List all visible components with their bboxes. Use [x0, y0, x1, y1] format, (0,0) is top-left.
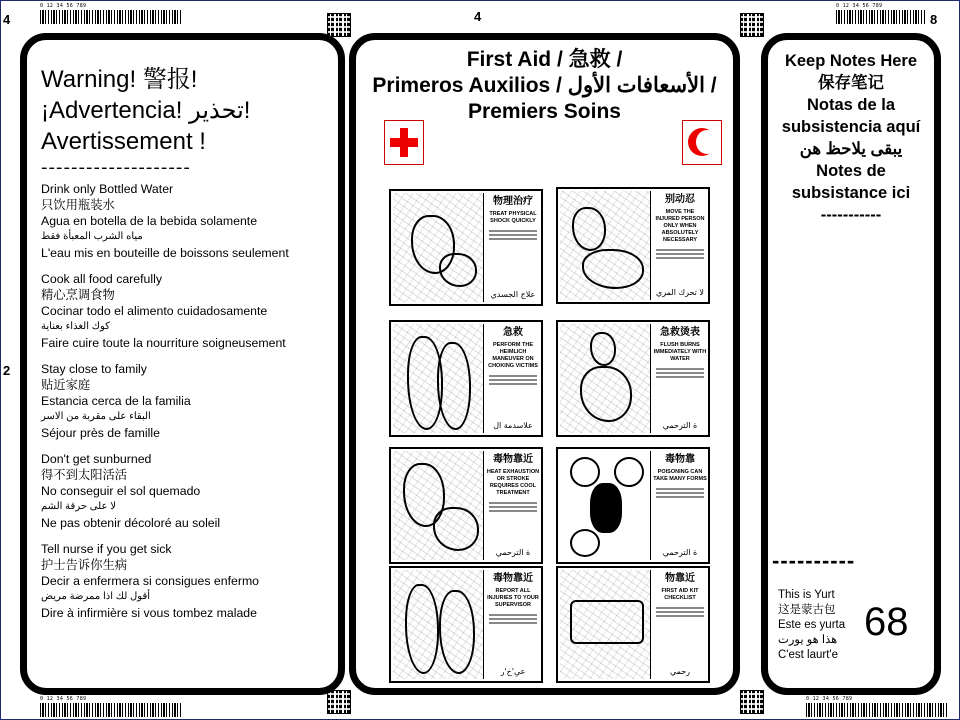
barcode-top-right: [836, 4, 926, 26]
line-es: No conseguir el sol quemado: [41, 484, 201, 498]
card-title-zh: 毒物靠近: [493, 454, 533, 465]
notes-title-line-7: subsistance ici: [791, 184, 911, 202]
illustration-image: [560, 570, 651, 679]
line-ar: مياه الشرب المعبأة فقط: [41, 231, 143, 242]
page-number-top-right: 8: [930, 12, 938, 27]
warning-content: [41, 64, 341, 631]
line-es: Estancia cerca de la familia: [41, 394, 191, 408]
card-title-ar: ة الترحمي: [662, 548, 698, 557]
card-title-zh: 毒物靠近: [493, 573, 533, 584]
first-aid-card-choking: [389, 320, 543, 437]
barcode-digits: 0 12 34 56 789: [40, 3, 87, 9]
red-cross-icon: [384, 120, 424, 165]
line-fr: Ne pas obtenir décoloré au soleil: [41, 516, 221, 530]
illustration-image: [393, 570, 484, 679]
line-ar: أقول لك اذا ممرضة مريض: [41, 591, 151, 602]
line-ar: البقاء على مقربة من الاسر: [41, 411, 151, 422]
notes-title-line-4: subsistencia aquí: [781, 118, 921, 136]
first-aid-title: [354, 47, 735, 125]
qr-code-top-left: [327, 13, 351, 37]
line-fr: L'eau mis en bouteille de boissons seulement: [41, 246, 289, 260]
barcode-top-left: [40, 4, 182, 26]
warning-separator: --------------------: [41, 157, 191, 178]
notes-title-line-1: Keep Notes Here: [784, 52, 918, 70]
first-aid-card-kit: [556, 566, 710, 683]
barcode-bottom-left: [40, 697, 182, 719]
barcode-digits: 0 12 34 56 789: [40, 696, 87, 702]
card-title-en: POISONING CAN TAKE MANY FORMS: [653, 469, 707, 482]
card-title-zh: 毒物靠: [665, 454, 695, 465]
yurt-number: 68: [864, 600, 909, 644]
card-title-ar: ة الترحمي: [662, 421, 698, 430]
first-aid-title-line-1: First Aid / 急救 /: [466, 48, 623, 71]
first-aid-card-report: [389, 566, 543, 683]
line-zh: 只饮用瓶装水: [41, 198, 115, 212]
line-zh: 得不到太阳活活: [41, 468, 128, 482]
first-aid-title-line-2: Primeros Auxilios / الأسعافات الأول /: [372, 74, 717, 97]
line-zh: 精心烹调食物: [41, 288, 115, 302]
barcode-digits: 0 12 34 56 789: [836, 3, 883, 9]
card-title-zh: 别动忍: [665, 194, 695, 205]
line-en: Don't get sunburned: [41, 452, 152, 466]
card-title-zh: 物靠近: [665, 573, 695, 584]
card-title-zh: 急救: [503, 327, 523, 338]
line-fr: Faire cuire toute la nourriture soigneusement: [41, 336, 286, 350]
illustration-image: [393, 324, 484, 433]
yurt-line-es: Este es yurta: [778, 619, 846, 631]
page-number-left-middle: 2: [3, 363, 11, 378]
warning-title-3: Avertissement !: [41, 128, 206, 155]
barcode-digits: 0 12 34 56 789: [806, 696, 853, 702]
warning-title-2: ¡Advertencia! تحذير!: [41, 97, 251, 124]
warning-item-family: [41, 361, 341, 441]
notes-title-line-3: Notas de la: [806, 96, 896, 114]
card-title-ar: عىِ'خ'ر: [500, 667, 526, 676]
first-aid-card-poison: [556, 447, 710, 564]
line-es: Decir a enfermera si consigues enfermo: [41, 574, 260, 588]
line-en: Stay close to family: [41, 362, 147, 376]
qr-code-bottom-left: [327, 690, 351, 714]
warning-item-nurse: [41, 541, 341, 621]
qr-code-top-right: [740, 13, 764, 37]
notes-title-line-6: Notes de: [816, 162, 886, 180]
line-en: Cook all food carefully: [41, 272, 162, 286]
card-title-en: FLUSH BURNS IMMEDIATELY WITH WATER: [653, 342, 707, 362]
qr-code-bottom-right: [740, 690, 764, 714]
barcode-bottom-right: [806, 697, 948, 719]
page-number-top-center: 4: [474, 9, 482, 24]
line-fr: Dire à infirmière si vous tombez malade: [41, 606, 257, 620]
warning-item-water: [41, 181, 341, 261]
card-title-en: FIRST AID KIT CHECKLIST: [661, 588, 699, 601]
illustration-image: [560, 191, 651, 300]
notes-title-line-2: 保存笔记: [818, 74, 884, 92]
illustration-image: [560, 324, 651, 433]
line-ar: لا على حرقة الشم: [41, 501, 116, 512]
line-zh: 护士告诉你生病: [41, 558, 128, 572]
first-aid-card-shock: [389, 189, 543, 306]
notes-separator-long: ----------: [772, 548, 856, 573]
card-title-ar: رحمي: [669, 667, 691, 676]
line-es: Agua en botella de la bebida solamente: [41, 214, 258, 228]
first-aid-card-burns: [556, 320, 710, 437]
line-zh: 贴近家庭: [41, 378, 91, 392]
card-title-ar: علاسدمة ال: [493, 421, 533, 430]
notes-title: [768, 50, 934, 226]
card-title-en: REPORT ALL INJURIES TO YOUR SUPERVISOR: [487, 588, 539, 608]
line-en: Drink only Bottled Water: [41, 182, 174, 196]
yurt-label: [778, 588, 845, 663]
page-number-top-left: 4: [3, 12, 11, 27]
card-title-ar: علاج الجسدي: [490, 290, 536, 299]
first-aid-card-move: [556, 187, 710, 304]
line-en: Tell nurse if you get sick: [41, 542, 172, 556]
card-title-zh: 物理治疗: [493, 196, 533, 207]
card-title-ar: ة الترحمي: [495, 548, 531, 557]
card-title-en: TREAT PHYSICAL SHOCK QUICKLY: [489, 211, 537, 224]
line-fr: Séjour près de famille: [41, 426, 160, 440]
line-es: Cocinar todo el alimento cuidadosamente: [41, 304, 268, 318]
yurt-line-fr: C'est laurt'e: [778, 649, 838, 661]
illustration-image: [560, 451, 651, 560]
yurt-line-zh: 这是蒙古包: [778, 604, 836, 616]
first-aid-card-heat: [389, 447, 543, 564]
card-title-en: MOVE THE INJURED PERSON ONLY WHEN ABSOLUTELY NECESSARY: [655, 209, 705, 243]
line-ar: كوك الغذاء بعناية: [41, 321, 110, 332]
card-title-zh: 急救烫表: [660, 327, 700, 338]
warning-item-food: [41, 271, 341, 351]
notes-separator-short: -----------: [820, 206, 882, 224]
yurt-line-en: This is Yurt: [778, 589, 835, 601]
card-title-en: HEAT EXHAUSTION OR STROKE REQUIRES COOL TREATMENT: [486, 469, 540, 496]
card-title-ar: لا تحرك المري: [655, 288, 704, 297]
first-aid-title-line-3: Premiers Soins: [468, 100, 621, 123]
illustration-image: [393, 451, 484, 560]
illustration-image: [393, 193, 484, 302]
warning-item-sunburn: [41, 451, 341, 531]
notes-title-line-5: يبقى يلاحظ هن: [799, 140, 903, 158]
yurt-line-ar: هذا هو يورت: [778, 634, 838, 646]
red-crescent-icon: [682, 120, 722, 165]
card-title-en: PERFORM THE HEIMLICH MANEUVER ON CHOKING VICTIMS: [488, 342, 538, 369]
warning-title-1: Warning! 警报!: [41, 66, 198, 93]
